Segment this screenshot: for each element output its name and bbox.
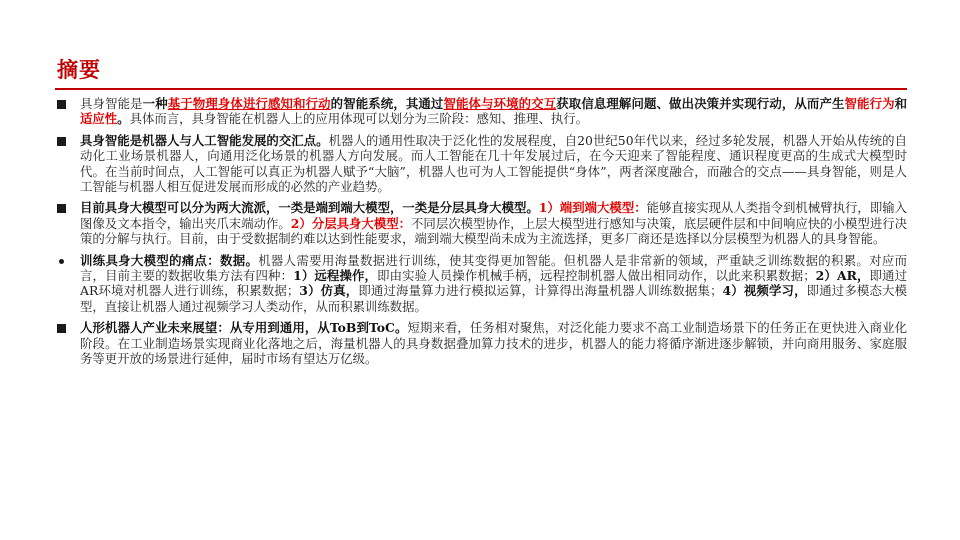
text-run: 目前具身大模型可以分为两大流派，一类是端到端大模型，一类是分层具身大模型。 [80, 200, 539, 216]
text-run: 不同层次模型协作，上层大模型进行感知与决策，底层硬件层和中间响应快的小模型进行决策的分解与执行。目前，由于受数据制约难以达到性能要求，端到端大模型尚未成为主流选择，更多厂商还是选择以分层模型为机器人的具身智能。 [80, 215, 908, 247]
summary-paragraph-intersection [57, 133, 907, 195]
text-run: 短期来看，任务相对聚焦，对泛化能力要求不高工业制造场景下的任务正在更快进入商业化阶段。在工业制造场景实现商业化落地之后，海量机器人的具身数据叠加算力技术的进步，机器人的能力将循序渐进逐步解锁，并向商用服务、家庭服务等更开放的场景进行延伸，届时市场有望达万亿级。 [80, 320, 908, 367]
text-run: 具身智能是 [80, 96, 143, 111]
text-run: 能够直接实现从人类指令到机械臂执行，即输入图像及文本指令，输出夹爪末端动作。 [80, 200, 908, 231]
bullet-square-icon [57, 100, 66, 109]
text-run: 获取信息理解问题、做出决策并实现行动，从而产生 [556, 96, 845, 111]
text-run: 1）端到端大模型： [538, 200, 647, 216]
text-run: 即通过多模态大模型，直接让机器人通过视频学习人类动作，从而积累训练数据。 [80, 283, 908, 314]
text-run: 3）仿真， [299, 283, 359, 299]
text-run: 训练具身大模型的痛点：数据。 [80, 252, 259, 268]
bullet-square-icon [57, 204, 66, 213]
text-run: 智能体与环境的交互 [443, 96, 557, 111]
bullet-square-icon [57, 324, 66, 333]
text-run: 4）视频学习， [722, 283, 807, 299]
text-run: 即通过海量算力进行模拟运算，计算得出海量机器人训练数据集； [358, 283, 723, 299]
summary-content [57, 96, 907, 373]
text-run: 机器人需要用海量数据进行训练，使其变得更加智能。但机器人是非常新的领域，严重缺乏训练数据的积累。对应而言，目前主要的数据收集方法有四种： [80, 252, 908, 284]
text-run: 一种 [142, 96, 168, 111]
text-run: 1）远程操作， [293, 268, 378, 284]
text-run: 机器人的通用性取决于泛化性的发展程度，自20世纪50年代以来，经过多轮发展，机器人开始从传统的自动化工业场景机器人，向通用泛化场景的机器人方向发展。而人工智能在几十年发展过后，在今天迎来了智能程度、通识程度更高的生成式大模型时代。在当前时间点，人工智能可以真正为机器人赋予“大脑”，机器人也可为人工智能提供“身体”，两者深度融合，而融合的交点——具身智能，则是人工智能与机器人相互促进发展而形成的必然的产业趋势。 [80, 132, 907, 195]
page-title: 摘要 [57, 57, 101, 82]
text-run: 具身智能是机器人与人工智能发展的交汇点。 [80, 132, 329, 148]
text-run: 人形机器人产业未来展望：从专用到通用，从ToB到ToC。 [80, 320, 408, 336]
summary-paragraph-training-data [57, 253, 907, 315]
text-run: 2）分层具身大模型： [290, 215, 412, 231]
summary-paragraph-embodied-intelligence [57, 96, 907, 127]
title-divider [55, 88, 907, 90]
text-run: 。 [117, 111, 130, 127]
text-run: 基于物理身体进行感知和行动 [167, 96, 331, 111]
bullet-square-icon [57, 137, 66, 146]
text-run: 即通过AR环境对机器人进行训练，积累数据； [80, 268, 908, 299]
text-run: 和 [894, 96, 908, 111]
text-run: 的智能系统，其通过 [330, 96, 444, 111]
summary-paragraph-model-types [57, 200, 907, 246]
text-run: 即由实验人员操作机械手柄，远程控制机器人做出相同动作，以此来积累数据； [377, 268, 816, 284]
text-run: 2）AR， [815, 268, 870, 284]
summary-paragraph-outlook [57, 320, 907, 366]
text-run: 适应性 [80, 111, 118, 127]
text-run: 具体而言，具身智能在机器人上的应用体现可以划分为三阶段：感知、推理、执行。 [129, 111, 589, 127]
text-run: 智能行为 [844, 96, 895, 111]
bullet-dot-icon [59, 259, 64, 264]
